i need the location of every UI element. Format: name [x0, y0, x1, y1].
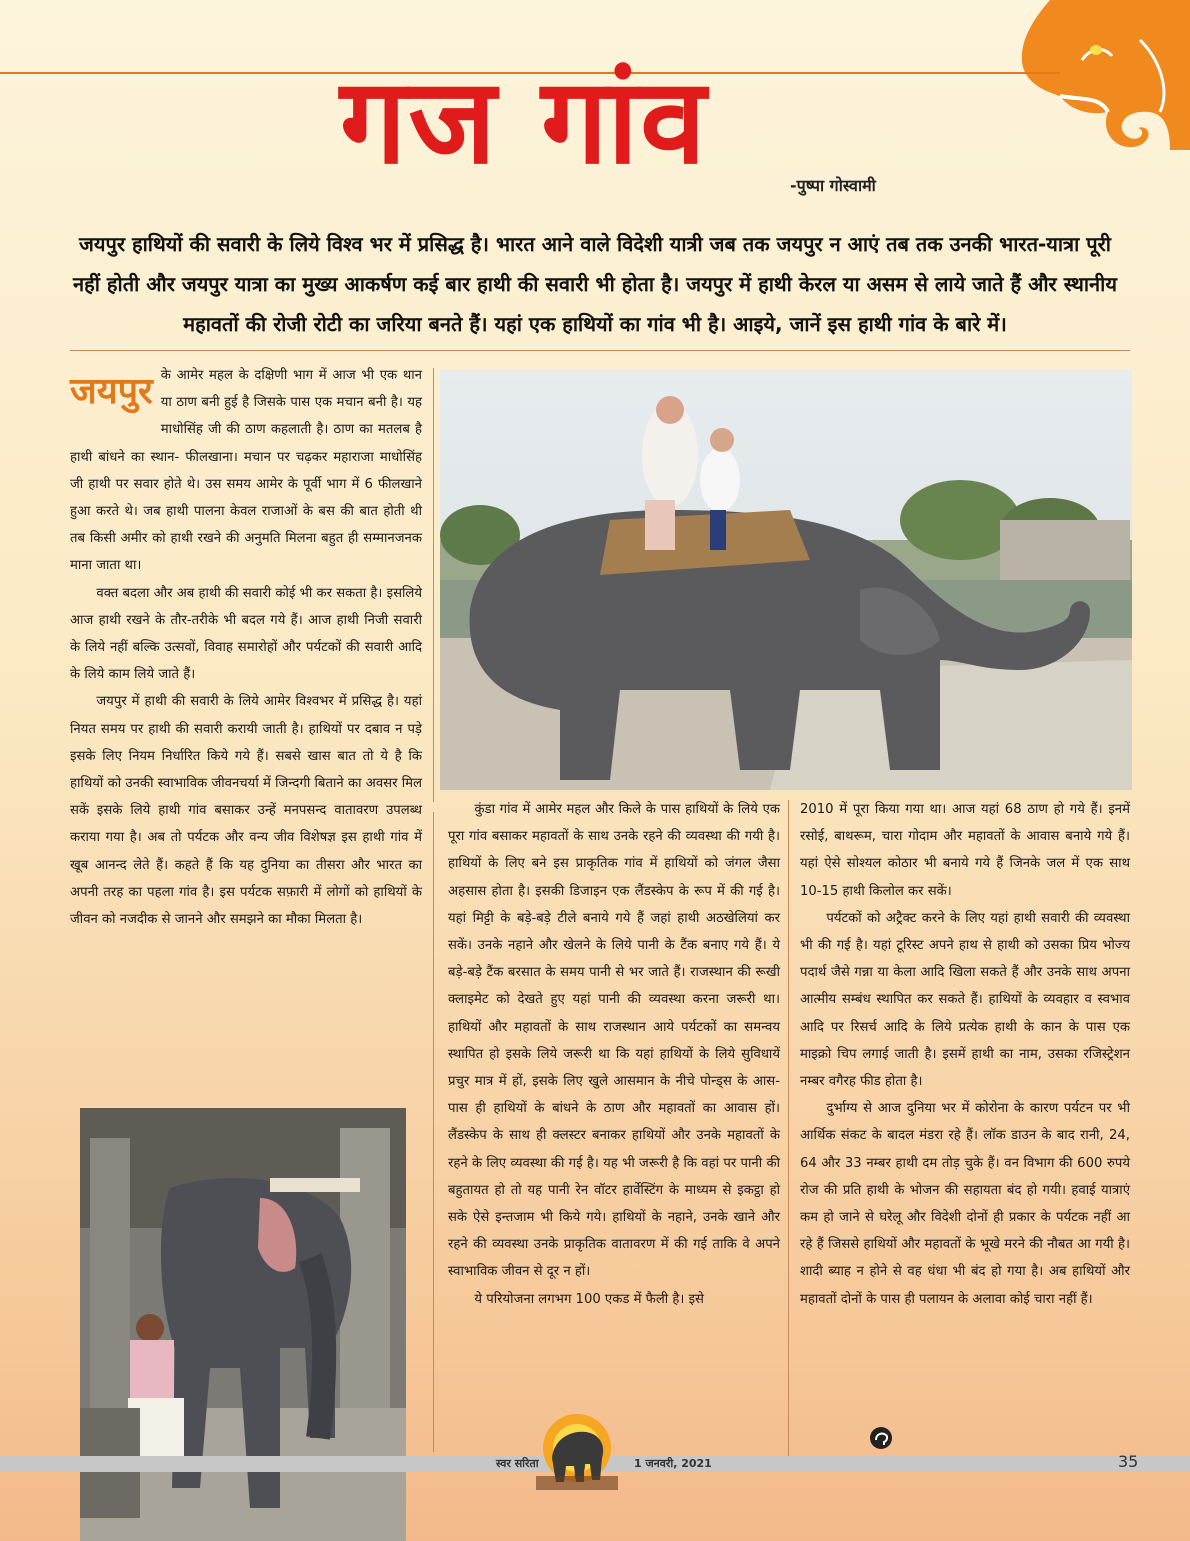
col3-para-3: दुर्भाग्य से आज दुनिया भर में कोरोना के कारण पर्यटन पर भी आर्थिक संकट के बादल मंडरा रहे हैं। लॉक डाउन के बाद रानी, 24, 64 और 33 नम्बर हाथी दम तोड़ चुके हैं। वन विभाग की 600 रुपये रोज की प्रति हाथी के भोजन की सहायता बंद हो गयी। हवाई यात्राएं कम हो जाने से घरेलू और विदेशी दोनों ही प्रकार के पर्यटक नहीं आ रहे हैं जिससे हाथियों और महावतों के भूखे मरने की नौबत आ गयी है। शादी ब्याह न होने से वह धंधा भी बंद हो गया है। अब हाथियों और महावतों दोनों के पास ही पलायन के अलावा कोई चारा नहीं हैं।	[800, 1101, 1130, 1307]
lead-paragraph: जयपुर हाथियों की सवारी के लिये विश्व भर में प्रसिद्ध है। भारत आने वाले विदेशी यात्री जब तक जयपुर न आएं तब तक उनकी भारत-यात्रा पूरी नहीं होती और जयपुर यात्रा का मुख्य आकर्षण कई बार हाथी की सवारी भी होता है। जयपुर में हाथी केरल या असम से लाये जाते हैं और स्थानीय महावतों की रोजी रोटी का जरिया बनते हैं। यहां एक हाथियों का गांव भी है। आइये, जानें इस हाथी गांव के बारे में।	[73, 232, 1117, 336]
col2-para-1: कुंडा गांव में आमेर महल और किले के पास हाथियों के लिये एक पूरा गांव बसाकर महावतों के साथ उनके रहने की व्यवस्था की गयी है। हाथियों के लिए बने इस प्राकृतिक गांव में हाथियों को जंगल जैसा अहसास होता है। इसकी डिजाइन एक लैंडस्केप के रूप में की गई है। यहां मिट्टी के बड़े-बड़े टीले बनाये गये हैं जहां हाथी अठखेलियां कर सकें। उनके नहाने और खेलने के लिये पानी के टैंक बनाए गये हैं। ये बड़े-बड़े टैंक बरसात के समय पानी से भर जाते हैं। राजस्थान की रूखी क्लाइमेट को देखते हुए यहां पानी की व्यवस्था करना जरूरी था। हाथियों और महावतों के साथ राजस्थान आये पर्यटकों का समन्वय स्थापित हो इसके लिये जरूरी था कि यहां हाथियों के लिये सुविधायें प्रचुर मात्र में हों, इसके लिए खुले आसमान के नीचे पोन्ड्स के आस-पास ही हाथियों के बांधने के ठाण और महावतों का आवास हों। लैंडस्केप के साथ ही क्लस्टर बनाकर हाथियों और उनके महावतों के रहने के लिए व्यवस्था की गई है। यह भी जरूरी है कि वहां पर पानी की बहुतायत हो तो यह पानी रेन वॉटर हार्वेस्टिंग के माध्यम से इकट्ठा हो सके ऐसे इन्तजाम भी किये गये। हाथियों के नहाने, उनके खाने और रहने की व्यवस्था उनके प्राकृतिक वातावरण में की गई ताकि वे अपने स्वाभाविक जीवन से दूर न हों।	[448, 802, 780, 1280]
column-rule-2	[433, 812, 434, 1452]
col1-para-1: जयपुर के आमेर महल के दक्षिणी भाग में आज भी एक थान या ठाण बनी हुई है जिसके पास एक मचान बनी है। यह माधोसिंह जी की ठाण कहलाती है। ठाण का मतलब है हाथी बांधने का स्थान- फीलखाना। मचान पर चढ़कर महाराजा माधोसिंह जी हाथी पर सवार होते थे। उस समय आमेर के पूर्वी भाग में 6 फीलखाने हुआ करते थे। जब हाथी पालना केवल राजाओं के बस की बात होती थी तब किसी अमीर को हाथी रखने की अनुमति मिलना बहुत ही सम्मानजनक माना जाता था।	[70, 368, 422, 574]
col1-para-3: जयपुर में हाथी की सवारी के लिये आमेर विश्वभर में प्रसिद्ध है। यहां नियत समय पर हाथी की सवारी करायी जाती है। हाथियों पर दबाव न पड़े इसके लिए नियम निर्धारित किये गये हैं। सबसे खास बात तो ये है कि हाथियों को उनकी स्वाभाविक जीवनचर्या में जिन्दगी बिताने का अवसर मिल सकें इसके लिये हाथी गांव बसाकर उन्हें मनपसन्द वातावरण उपलब्ध कराया गया है। अब तो पर्यटक और वन्य जीव विशेषज्ञ इस हाथी गांव में खूब आनन्द लेते हैं। कहते हैं कि यह दुनिया का तीसरा और भारत का अपनी तरह का पहला गांव है। इस पर्यटक सफ़ारी में लोगों को हाथियों के जीवन को नजदीक से जानने और समझने का मौका मिलता है।	[70, 694, 422, 928]
byline: -पुष्पा गोस्वामी	[790, 176, 876, 195]
footer-date: 1 जनवरी, 2021	[634, 1457, 712, 1470]
column-2	[448, 796, 780, 1313]
page-title: गज गांव	[340, 52, 708, 190]
temple-elephant-photo	[80, 1108, 406, 1541]
footer-magazine-name: स्वर सरिता	[496, 1457, 539, 1470]
column-1	[70, 362, 422, 933]
col3-para-2: पर्यटकों को अट्रैक्ट करने के लिए यहां हाथी सवारी की व्यवस्था भी की गई है। यहां टूरिस्ट अपने हाथ से हाथी को उसका प्रिय भोज्य पदार्थ जैसे गन्ना या केला आदि खिला सकते हैं और उनके साथ अपना आत्मीय सम्बंध स्थापित कर सकते हैं। हाथियों के व्यवहार व स्वभाव आदि पर रिसर्च आदि के लिये प्रत्येक हाथी के कान के पास एक माइक्रो चिप लगाई जाती है। इसमें हाथी का नाम, उसका रजिस्ट्रेशन नम्बर वगैरह फीड होता है।	[800, 910, 1130, 1090]
column-rule-3	[788, 800, 789, 1460]
column-rule-1	[433, 368, 434, 802]
lead-rule	[70, 350, 1130, 351]
dropcap: जयपुर	[70, 371, 153, 412]
page-number: 35	[1118, 1452, 1139, 1471]
col2-para-2: ये परियोजना लगभग 100 एकड में फैली है। इसे	[474, 1291, 704, 1307]
col3-para-1: 2010 में पूरा किया गया था। आज यहां 68 ठाण हो गये हैं। इनमें रसोई, बाथरूम, चारा गोदाम और महावतों के आवास बनाये गये हैं। यहां ऐसे सोश्यल कोठार भी बनाये गये हैं जिनके जल में एक साथ 10-15 हाथी किलोल कर सकें।	[800, 802, 1130, 899]
elephant-sunset-icon	[536, 1412, 618, 1490]
col1-para-2: वक्त बदला और अब हाथी की सवारी कोई भी कर सकता है। इसलिये आज हाथी रखने के तौर-तरीके भी बदल गये हैं। आज हाथी निजी सवारी के लिये नहीं बल्कि उत्सवों, विवाह समारोहों और पर्यटकों की सवारी आदि के लिये काम लिये जाते हैं।	[70, 585, 422, 683]
elephant-head-icon	[1020, 0, 1190, 150]
column-3	[800, 796, 1130, 1313]
elephant-end-mark-icon	[868, 1426, 894, 1450]
elephant-ride-photo	[440, 370, 1132, 790]
